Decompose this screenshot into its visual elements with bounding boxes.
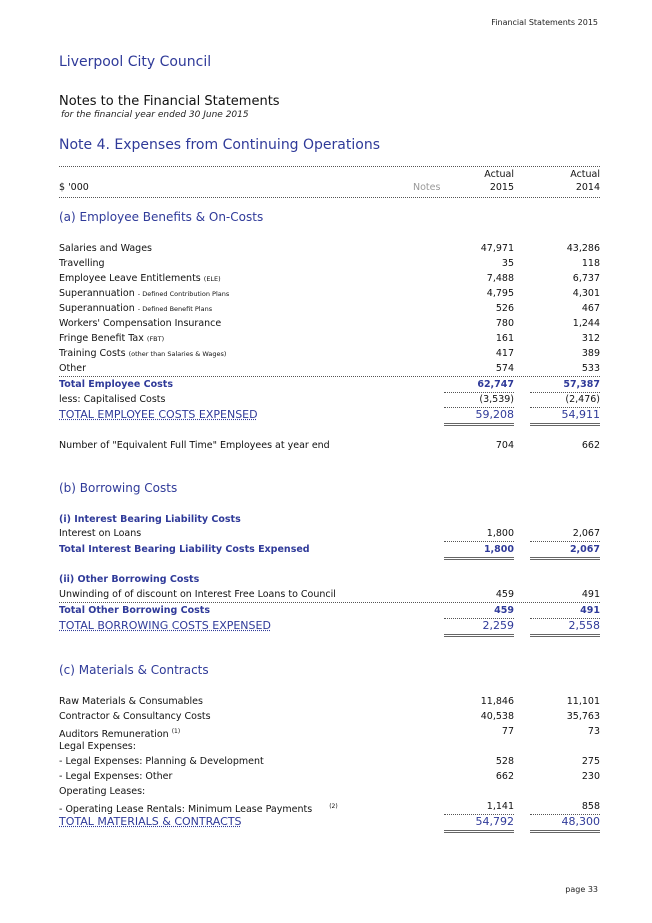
row-label: - Legal Expenses: Planning & Development — [59, 756, 264, 767]
row-label: TOTAL BORROWING COSTS EXPENSED — [59, 619, 271, 632]
fte-row — [59, 439, 600, 453]
section-b-title: (b) Borrowing Costs — [59, 481, 178, 495]
row-label: Workers' Compensation Insurance — [59, 318, 222, 329]
value-2014: 491 — [530, 604, 600, 619]
value-2014: (2,476) — [530, 393, 600, 408]
organisation-name: Liverpool City Council — [59, 54, 212, 70]
value-2014: 491 — [581, 589, 600, 600]
table-row — [59, 257, 600, 271]
row-label: Total Employee Costs — [59, 379, 173, 390]
page-subtitle: for the financial year ended 30 June 2015 — [61, 110, 249, 120]
value-2014: 858 — [530, 800, 600, 815]
row-label: Number of "Equivalent Full Time" Employees at year end — [59, 440, 330, 451]
section-a-title: (a) Employee Benefits & On-Costs — [59, 210, 264, 224]
row-label: Total Interest Bearing Liability Costs Expensed — [59, 544, 310, 555]
value-2015: 161 — [495, 333, 514, 344]
row-label: Superannuation — [59, 288, 135, 299]
col-actual-2: Actual — [570, 169, 600, 180]
row-label: TOTAL EMPLOYEE COSTS EXPENSED — [59, 408, 258, 421]
table-row — [59, 302, 600, 316]
row-qualifier: - Defined Benefit Plans — [137, 305, 213, 313]
value-2014: 57,387 — [530, 378, 600, 393]
table-row — [59, 347, 600, 361]
value-2015: 459 — [444, 604, 514, 619]
value-2015: 4,795 — [486, 288, 514, 299]
row-label: Auditors Remuneration — [59, 729, 169, 741]
col-unit: $ '000 — [59, 182, 89, 193]
value-2014: 11,101 — [566, 696, 600, 707]
row-label: Unwinding of of discount on Interest Free Loans to Council — [59, 589, 336, 600]
row-label: Legal Expenses: — [59, 741, 136, 752]
capitalised-costs-row — [59, 393, 600, 407]
row-label: Employee Leave Entitlements — [59, 273, 201, 284]
row-label: Interest on Loans — [59, 528, 142, 539]
col-year-2: 2014 — [575, 182, 600, 193]
value-2015: 54,792 — [444, 813, 514, 833]
section-c-title: (c) Materials & Contracts — [59, 663, 209, 677]
value-2014: 35,763 — [566, 711, 600, 722]
page-number: page 33 — [565, 885, 598, 894]
row-label: - Legal Expenses: Other — [59, 771, 173, 782]
row-qualifier: - Defined Contribution Plans — [137, 290, 230, 298]
header-rule-top — [59, 166, 600, 167]
table-row — [59, 710, 600, 724]
page-title: Notes to the Financial Statements — [59, 94, 280, 109]
value-2015: 417 — [495, 348, 514, 359]
header-rule-bottom — [59, 197, 600, 198]
row-label: Total Other Borrowing Costs — [59, 605, 210, 616]
column-header-row-1 — [59, 168, 600, 182]
value-2014: 533 — [581, 363, 600, 374]
subsection-title: (ii) Other Borrowing Costs — [59, 574, 200, 585]
row-label: Salaries and Wages — [59, 243, 152, 254]
col-actual-1: Actual — [484, 169, 514, 180]
table-row — [59, 740, 600, 754]
total-employee-costs-row — [59, 378, 600, 392]
value-2015: 1,141 — [444, 800, 514, 815]
row-qualifier: (FBT) — [146, 335, 165, 343]
value-2014: 43,286 — [566, 243, 600, 254]
table-row — [59, 242, 600, 256]
total-borrowing-costs-expensed-row — [59, 617, 600, 634]
table-row — [59, 362, 600, 377]
row-label: Travelling — [59, 258, 105, 269]
value-2014: 230 — [581, 771, 600, 782]
footnote-marker: (2) — [329, 803, 338, 810]
row-label: less: Capitalised Costs — [59, 394, 166, 405]
value-2015: 77 — [501, 726, 514, 737]
value-2015: 528 — [495, 756, 514, 767]
row-label: Superannuation — [59, 303, 135, 314]
total-other-borrowing-row — [59, 604, 600, 618]
value-2015: 662 — [495, 771, 514, 782]
value-2015: 47,971 — [480, 243, 514, 254]
subsection-title: (i) Interest Bearing Liability Costs — [59, 514, 241, 525]
value-2015: 59,208 — [444, 406, 514, 426]
table-row — [59, 287, 600, 301]
value-2014: 467 — [581, 303, 600, 314]
value-2015: 11,846 — [480, 696, 514, 707]
footnote-marker: (1) — [171, 728, 181, 735]
value-2015: 7,488 — [486, 273, 514, 284]
value-2014: 118 — [581, 258, 600, 269]
row-label: TOTAL MATERIALS & CONTRACTS — [59, 815, 242, 828]
row-label: Other — [59, 363, 86, 374]
value-2015: 1,800 — [444, 543, 514, 560]
value-2015: 1,800 — [444, 527, 514, 542]
value-2014: 275 — [581, 756, 600, 767]
value-2014: 389 — [581, 348, 600, 359]
value-2015: 574 — [495, 363, 514, 374]
value-2014: 2,067 — [530, 543, 600, 560]
row-label: Fringe Benefit Tax — [59, 333, 144, 344]
table-row — [59, 755, 600, 769]
value-2014: 54,911 — [530, 406, 600, 426]
section-b-i-title — [59, 513, 600, 527]
value-2014: 2,558 — [530, 617, 600, 637]
value-2014: 662 — [581, 440, 600, 451]
value-2015: 2,259 — [444, 617, 514, 637]
document-header: Financial Statements 2015 — [491, 18, 598, 27]
row-qualifier: (ELE) — [203, 275, 221, 283]
col-notes: Notes — [413, 182, 441, 193]
total-employee-costs-expensed-row — [59, 406, 600, 423]
table-row — [59, 785, 600, 799]
value-2015: 35 — [501, 258, 514, 269]
table-row — [59, 695, 600, 709]
value-2014: 73 — [587, 726, 600, 737]
table-row — [59, 317, 600, 331]
note-title: Note 4. Expenses from Continuing Operations — [59, 137, 380, 153]
row-qualifier: (other than Salaries & Wages) — [128, 350, 227, 358]
table-row — [59, 272, 600, 286]
row-label: Raw Materials & Consumables — [59, 696, 203, 707]
value-2014: 6,737 — [572, 273, 600, 284]
value-2015: 704 — [495, 440, 514, 451]
column-header-row-2 — [59, 181, 600, 195]
value-2014: 1,244 — [572, 318, 600, 329]
value-2015: 780 — [495, 318, 514, 329]
value-2014: 4,301 — [572, 288, 600, 299]
row-label: Contractor & Consultancy Costs — [59, 711, 211, 722]
value-2014: 2,067 — [530, 527, 600, 542]
value-2015: 459 — [495, 589, 514, 600]
section-b-ii-title — [59, 573, 600, 587]
unwinding-discount-row — [59, 588, 600, 603]
value-2015: 62,747 — [444, 378, 514, 393]
row-label: Operating Leases: — [59, 786, 146, 797]
table-row — [59, 770, 600, 784]
total-interest-bearing-row — [59, 543, 600, 557]
table-row — [59, 332, 600, 346]
value-2014: 312 — [581, 333, 600, 344]
row-label: - Operating Lease Rentals: Minimum Lease Payments — [59, 804, 313, 816]
col-year-1: 2015 — [489, 182, 514, 193]
table-row — [59, 725, 600, 739]
total-materials-contracts-row — [59, 813, 600, 830]
row-label: Training Costs — [59, 348, 126, 359]
interest-on-loans-row — [59, 527, 600, 541]
value-2015: 40,538 — [480, 711, 514, 722]
table-row — [59, 800, 600, 814]
value-2014: 48,300 — [530, 813, 600, 833]
value-2015: (3,539) — [444, 393, 514, 408]
value-2015: 526 — [495, 303, 514, 314]
